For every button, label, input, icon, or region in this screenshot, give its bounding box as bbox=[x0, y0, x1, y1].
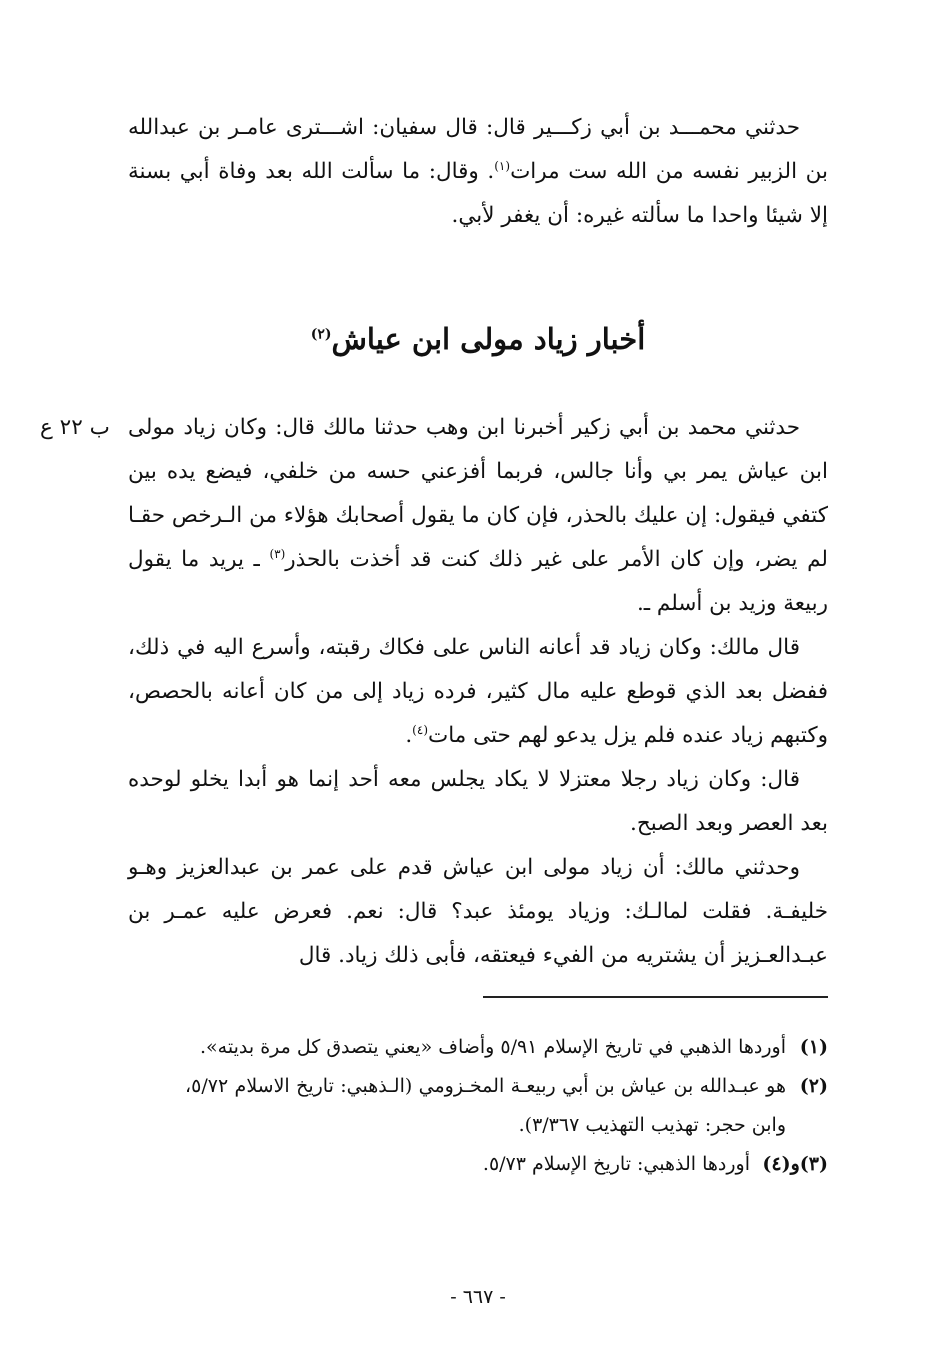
footnote-ref-4: (٤) bbox=[412, 722, 428, 737]
footnotes bbox=[185, 1028, 828, 1184]
body-paragraph-2 bbox=[128, 626, 828, 758]
body-paragraph-4: وحدثني مالك: أن زياد مولى ابن عياش قدم على عمر بن عبدالعزيز وهـو خليفـة. فقلت لمالـك: وزياد يومئذ عبد؟ قال: نعم. فعرض عليه عمـر بن عبـدالعـزيز أن يشتريه من الفيء فيعتقه، فأبى ذلك زياد. قال bbox=[128, 855, 828, 968]
footnote-number: (١) bbox=[799, 1036, 828, 1058]
footnote-text: أوردها الذهبي: تاريخ الإسلام ٥/٧٣. bbox=[482, 1153, 750, 1175]
footnote-item bbox=[185, 1067, 828, 1145]
footnote-text: هو عبـدالله بن عياش بن أبي ربيعـة المخـزومي (الـذهبي: تاريخ الاسلام ٥/٧٢، وابن حجر: تهذيب التهذيب ٣/٣٦٧). bbox=[185, 1075, 786, 1136]
footnote-ref-1: (١) bbox=[494, 158, 511, 173]
p1-text: حدثني محمد بن أبي زكير أخبرنا ابن وهب حدثنا مالك قال: وكان زياد مولى ابن عياش يمر بي وأنا جالس، فربما أفزعني حسه من خلفي، فيضع يده بين كتفي فيقول: إن عليك بالحذر، فإن كان ما يقول أصحابك هؤلاء من الـرخص حقـا لم يضر، وإن كان الأمر على غير ذلك كنت قد أخذت بالحذر bbox=[128, 415, 828, 572]
intro-text: حدثني محمـــد بن أبي زكـــير قال: قال سفيان: اشـــترى عامـر بن عبدالله بن الزبير نفسه من الله ست مرات bbox=[128, 115, 828, 184]
footnote-text: أوردها الذهبي في تاريخ الإسلام ٥/٩١ وأضاف «يعني يتصدق كل مرة بديته». bbox=[200, 1036, 786, 1058]
body-paragraph-1 bbox=[128, 406, 828, 626]
p2-text: قال مالك: وكان زياد قد أعانه الناس على فكاك رقبته، وأسرع اليه في ذلك، ففضل بعد الذي قوطع عليه مال كثير، فرده زياد إلى من كان أعانه بالحصص، وكتبهم زياد عنده فلم يزل يدعو لهم حتى مات bbox=[128, 635, 828, 748]
footnote-ref-3: (٣) bbox=[269, 546, 286, 561]
p1-text-rest: ـ يريد ما يقول ربيعة وزيد بن أسلم ـ. bbox=[128, 547, 828, 616]
page-number: - ٦٦٧ - bbox=[450, 1286, 506, 1308]
intro-text-rest: . وقال: ما سألت الله بعد وفاة أبي بسنة إلا شيئا واحدا ما سألته غيره: أن يغفر لأبي. bbox=[128, 159, 828, 228]
footnote-number: (٣)و(٤) bbox=[762, 1153, 828, 1175]
footnote-item bbox=[185, 1145, 828, 1184]
section-heading bbox=[128, 314, 828, 364]
footnote-number: (٢) bbox=[799, 1075, 828, 1097]
p2-text-rest: . bbox=[405, 723, 413, 748]
footnote-divider bbox=[483, 996, 828, 998]
margin-folio-note: ب ٢٢ ع bbox=[40, 415, 110, 440]
footnote-item bbox=[185, 1028, 828, 1067]
intro-paragraph bbox=[128, 106, 828, 238]
body-paragraph-3: قال: وكان زياد رجلا معتزلا لا يكاد يجلس معه أحد إنما هو أبدا يخلو لوحده بعد العصر وبعد الصبح. bbox=[128, 767, 828, 836]
footnote-ref-2: (٢) bbox=[310, 326, 332, 343]
heading-title: أخبار زياد مولى ابن عياش bbox=[331, 322, 646, 356]
main-body bbox=[128, 406, 828, 978]
